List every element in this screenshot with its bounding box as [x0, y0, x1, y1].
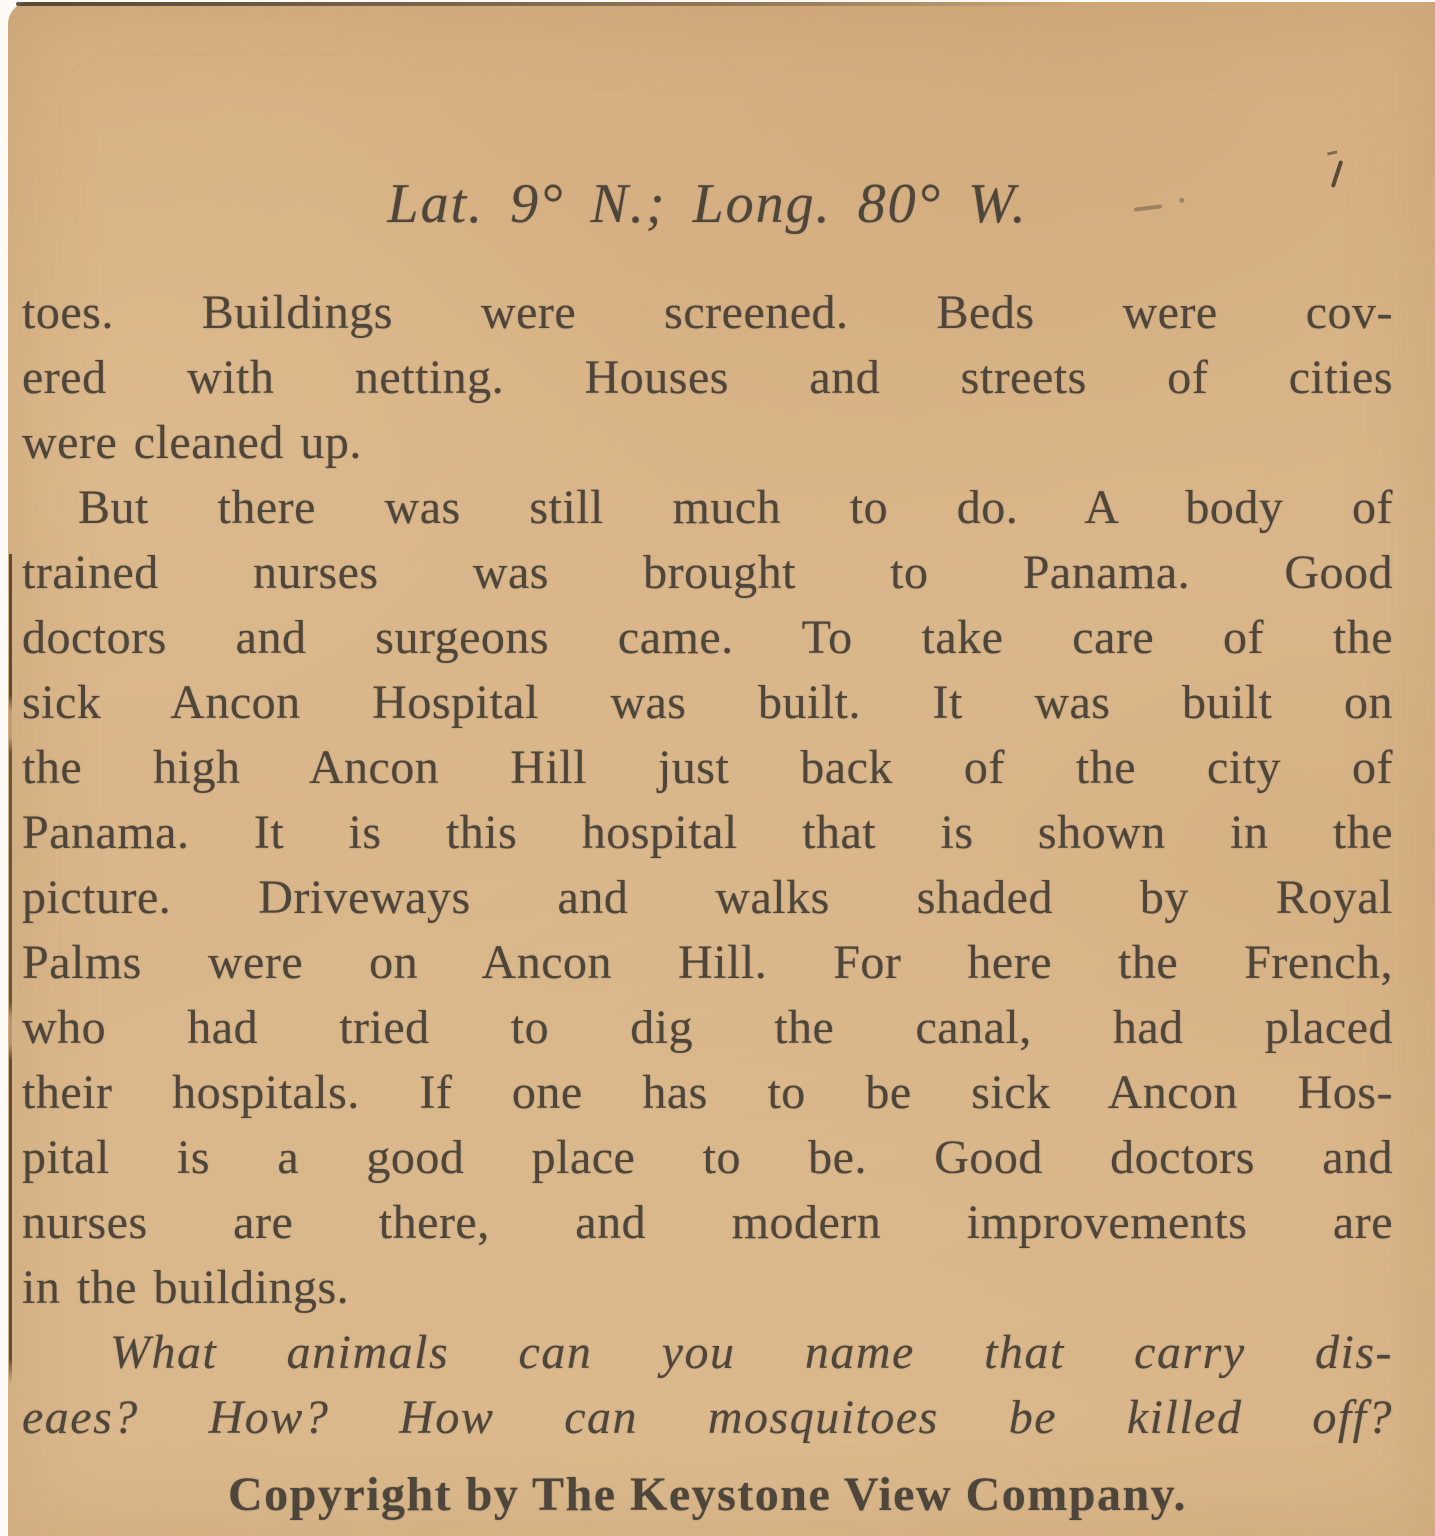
card-body-text: [22, 280, 1393, 1450]
paragraph-main: [22, 475, 1393, 1320]
paragraph-continuation: [22, 280, 1393, 475]
text-line: nurses are there, and modern improvements are: [22, 1196, 1393, 1249]
text-line: sick Ancon Hospital was built. It was built on: [22, 676, 1393, 729]
text-line: But there was still much to do. A body of: [78, 481, 1393, 534]
stereograph-card-back: [8, 2, 1435, 1536]
text-line: their hospitals. If one has to be sick Ancon Hos-: [22, 1066, 1393, 1119]
text-line: in the buildings.: [22, 1261, 350, 1314]
copyright-line: Copyright by The Keystone View Company.: [227, 1468, 1188, 1521]
text-line: the high Ancon Hill just back of the city of: [22, 741, 1393, 794]
text-line: picture. Driveways and walks shaded by Royal: [22, 871, 1393, 924]
text-line: Panama. It is this hospital that is shown in the: [22, 806, 1393, 859]
text-line: who had tried to dig the canal, had placed: [22, 1001, 1393, 1054]
text-line: Palms were on Ancon Hill. For here the French,: [22, 936, 1393, 989]
text-line: ered with netting. Houses and streets of cities: [22, 351, 1393, 404]
left-edge-rule-artifact: [9, 554, 12, 1384]
coordinates-title: Lat. 9° N.; Long. 80° W.: [387, 173, 1028, 235]
paragraph-study-questions: [22, 1320, 1393, 1450]
text-line: trained nurses was brought to Panama. Good: [22, 546, 1393, 599]
text-line: eaes? How? How can mosquitoes be killed off?: [22, 1391, 1393, 1444]
text-line: were cleaned up.: [22, 416, 362, 469]
card-content: [22, 2, 1393, 1524]
text-line: pital is a good place to be. Good doctors and: [22, 1131, 1393, 1184]
text-line: doctors and surgeons came. To take care of the: [22, 611, 1393, 664]
text-line: What animals can you name that carry dis-: [110, 1326, 1393, 1379]
text-line: toes. Buildings were screened. Beds were cov-: [22, 286, 1393, 339]
